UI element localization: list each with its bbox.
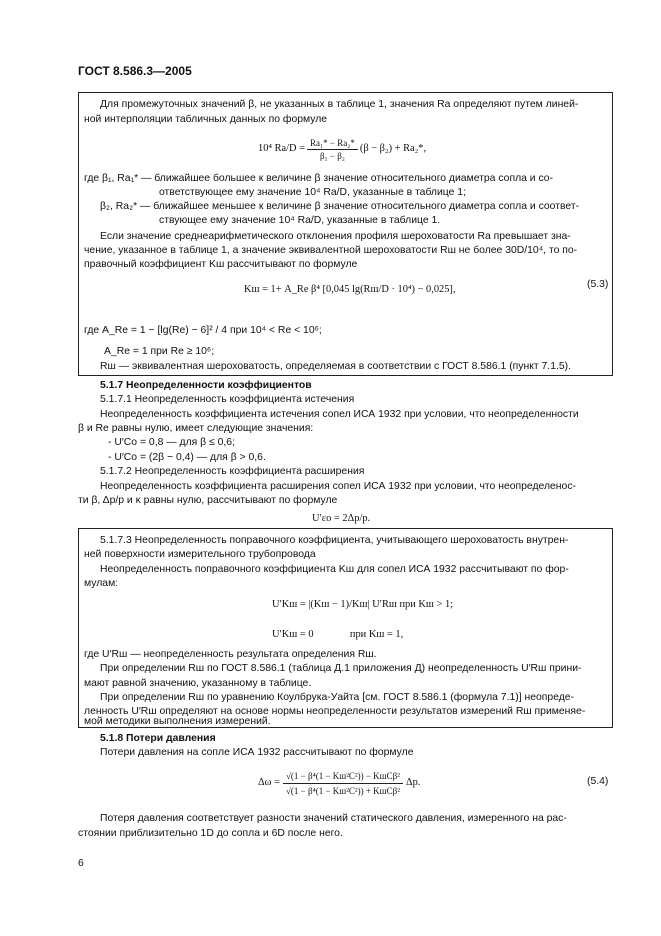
box1-para2-line3: правочный коэффициент Kш рассчитывают по формуле (84, 259, 358, 270)
formula-5-4-fraction (283, 769, 403, 798)
box1-para2-line1: Если значение среднеарифметического отклонения профиля шероховатости Ra превышает зна- (100, 231, 571, 242)
formula-tail: (β − β₂) + Ra₂*, (359, 143, 427, 154)
section-5-1-8-title: 5.1.8 Потери давления (100, 733, 216, 744)
formula-5-4-lhs: Δω = (258, 777, 280, 788)
sec518-para2-line1: Потеря давления соответствует разности значений статического давления, измеренного на рас- (100, 813, 567, 824)
sec517-para1-line1: Неопределенность коэффициента истечения сопел ИСА 1932 при условии, что неопределенности (100, 409, 579, 420)
box1-para2-line2: чение, указанное в таблице 1, а значение эквивалентной шероховатости Rш не более 30D/10⁴, то по- (84, 245, 578, 256)
are-definition: где A_Re = 1 − [lg(Re) − 6]² / 4 при 10⁴ < Re < 10⁶; (84, 325, 322, 336)
formula-5-4 (258, 763, 420, 803)
box2-line9: ленность U′Rш определяют на основе нормы неопределенности результатов измерений Rш применяе- (84, 706, 586, 717)
box1-para1-line2: ной интерполяции табличных данных по формуле (84, 114, 328, 125)
sec517-para1-line2: β и Re равны нулю, имеет следующие значения: (78, 423, 314, 434)
sec518-para1: Потери давления на сопле ИСА 1932 рассчитывают по формуле (100, 747, 414, 758)
box2-line4: мулам: (84, 578, 119, 589)
formula-ksh-uncertainty-1: U′Kш = |(Kш − 1)/Kш| U′Rш при Kш > 1; (272, 599, 454, 610)
list-item-co-large-beta: - U′Co = (2β − 0,4) — для β > 0,6. (108, 452, 266, 463)
box2-line10: мой методики выполнения измерений. (84, 716, 271, 727)
formula-ksh-uncertainty-2: U′Kш = 0 при Kш = 1, (272, 629, 404, 640)
sec517-para2-line1: Неопределенность коэффициента расширения сопел ИСА 1932 при условии, что неопределенос- (100, 481, 576, 492)
sec518-para2-line2: стоянии приблизительно 1D до сопла и 6D после него. (78, 828, 343, 839)
formula-5-3-number: (5.3) (587, 279, 609, 290)
formula-5-4-denominator: √(1 − β⁴(1 − Kш²C²)) + KшCβ² (285, 785, 400, 796)
formula-lhs: 10⁴ Ra/D = (258, 143, 306, 154)
list-item-co-small-beta: - U′Co = 0,8 — для β ≤ 0,6; (108, 437, 235, 448)
interpolation-formula (258, 133, 426, 165)
formula-5-4-numerator: √(1 − β⁴(1 − Kш²C²)) − KшCβ² (283, 769, 403, 784)
box1-para1-line1: Для промежуточных значений β, не указанных в таблице 1, значения Ra определяют путем линей- (100, 99, 579, 110)
box2-line8: При определении Rш по уравнению Коулбрука-Уайта [см. ГОСТ 8.586.1 (формула 7.1)] неопреде- (100, 692, 575, 703)
formula-fraction (307, 137, 358, 162)
formula-5-3: Kш = 1+ A_Re β⁴ [0,045 lg(Rш/D · 10⁴) − 0,025], (244, 284, 456, 295)
box2-line6: При определении Rш по ГОСТ 8.586.1 (таблица Д.1 приложения Д) неопределенность U′Rш прини- (100, 663, 582, 674)
where-beta2-line2: ствующее ему значение 10⁴ Ra/D, указанные в таблице 1. (159, 215, 441, 226)
box2-line5: где U′Rш — неопределенность результата определения Rш. (84, 649, 377, 660)
where-beta2-line1: β₂, Ra₂* — ближайшее меньшее к величине β значение относительного диаметра сопла и соответ- (100, 201, 580, 212)
where-beta1-line2: ответствующее ему значение 10⁴ Ra/D, указанные в таблице 1; (159, 187, 466, 198)
section-5-1-7-title: 5.1.7 Неопределенности коэффициентов (100, 380, 312, 391)
page-header: ГОСТ 8.586.3—2005 (78, 64, 192, 78)
page-number: 6 (78, 858, 84, 869)
formula-expansion-uncertainty: U′εo = 2Δp/p. (312, 513, 371, 524)
sec517-para2-line2: ти β, Δp/p и κ равны нулю, рассчитывают по формуле (78, 495, 338, 506)
section-5-1-7-1-title: 5.1.7.1 Неопределенность коэффициента истечения (100, 394, 355, 405)
box2-line3: Неопределенность поправочного коэффициента Kш для сопел ИСА 1932 рассчитывают по фор- (100, 564, 569, 575)
rsh-definition: Rш — эквивалентная шероховатость, определяемая в соответствии с ГОСТ 8.586.1 (пункт 7.1.5). (100, 361, 571, 372)
formula-5-4-number: (5.4) (587, 776, 609, 787)
formula-5-4-tail: Δp. (405, 777, 421, 788)
fraction-denominator: β₁ − β₂ (319, 150, 345, 161)
fraction-numerator: Ra₁* − Ra₂* (307, 137, 358, 150)
are-definition-2: A_Re = 1 при Re ≥ 10⁶; (104, 346, 215, 357)
where-beta1-line1: где β₁, Ra₁* — ближайшее большее к величине β значение относительного диаметра сопла и со- (84, 173, 554, 184)
box2-line1: 5.1.7.3 Неопределенность поправочного коэффициента, учитывающего шероховатость внутрен- (100, 535, 569, 546)
box2-line2: ней поверхности измерительного трубопровода (84, 549, 316, 560)
section-5-1-7-2-title: 5.1.7.2 Неопределенность коэффициента расширения (100, 466, 365, 477)
box2-line7: мают равной значению, указанному в таблице. (84, 678, 312, 689)
